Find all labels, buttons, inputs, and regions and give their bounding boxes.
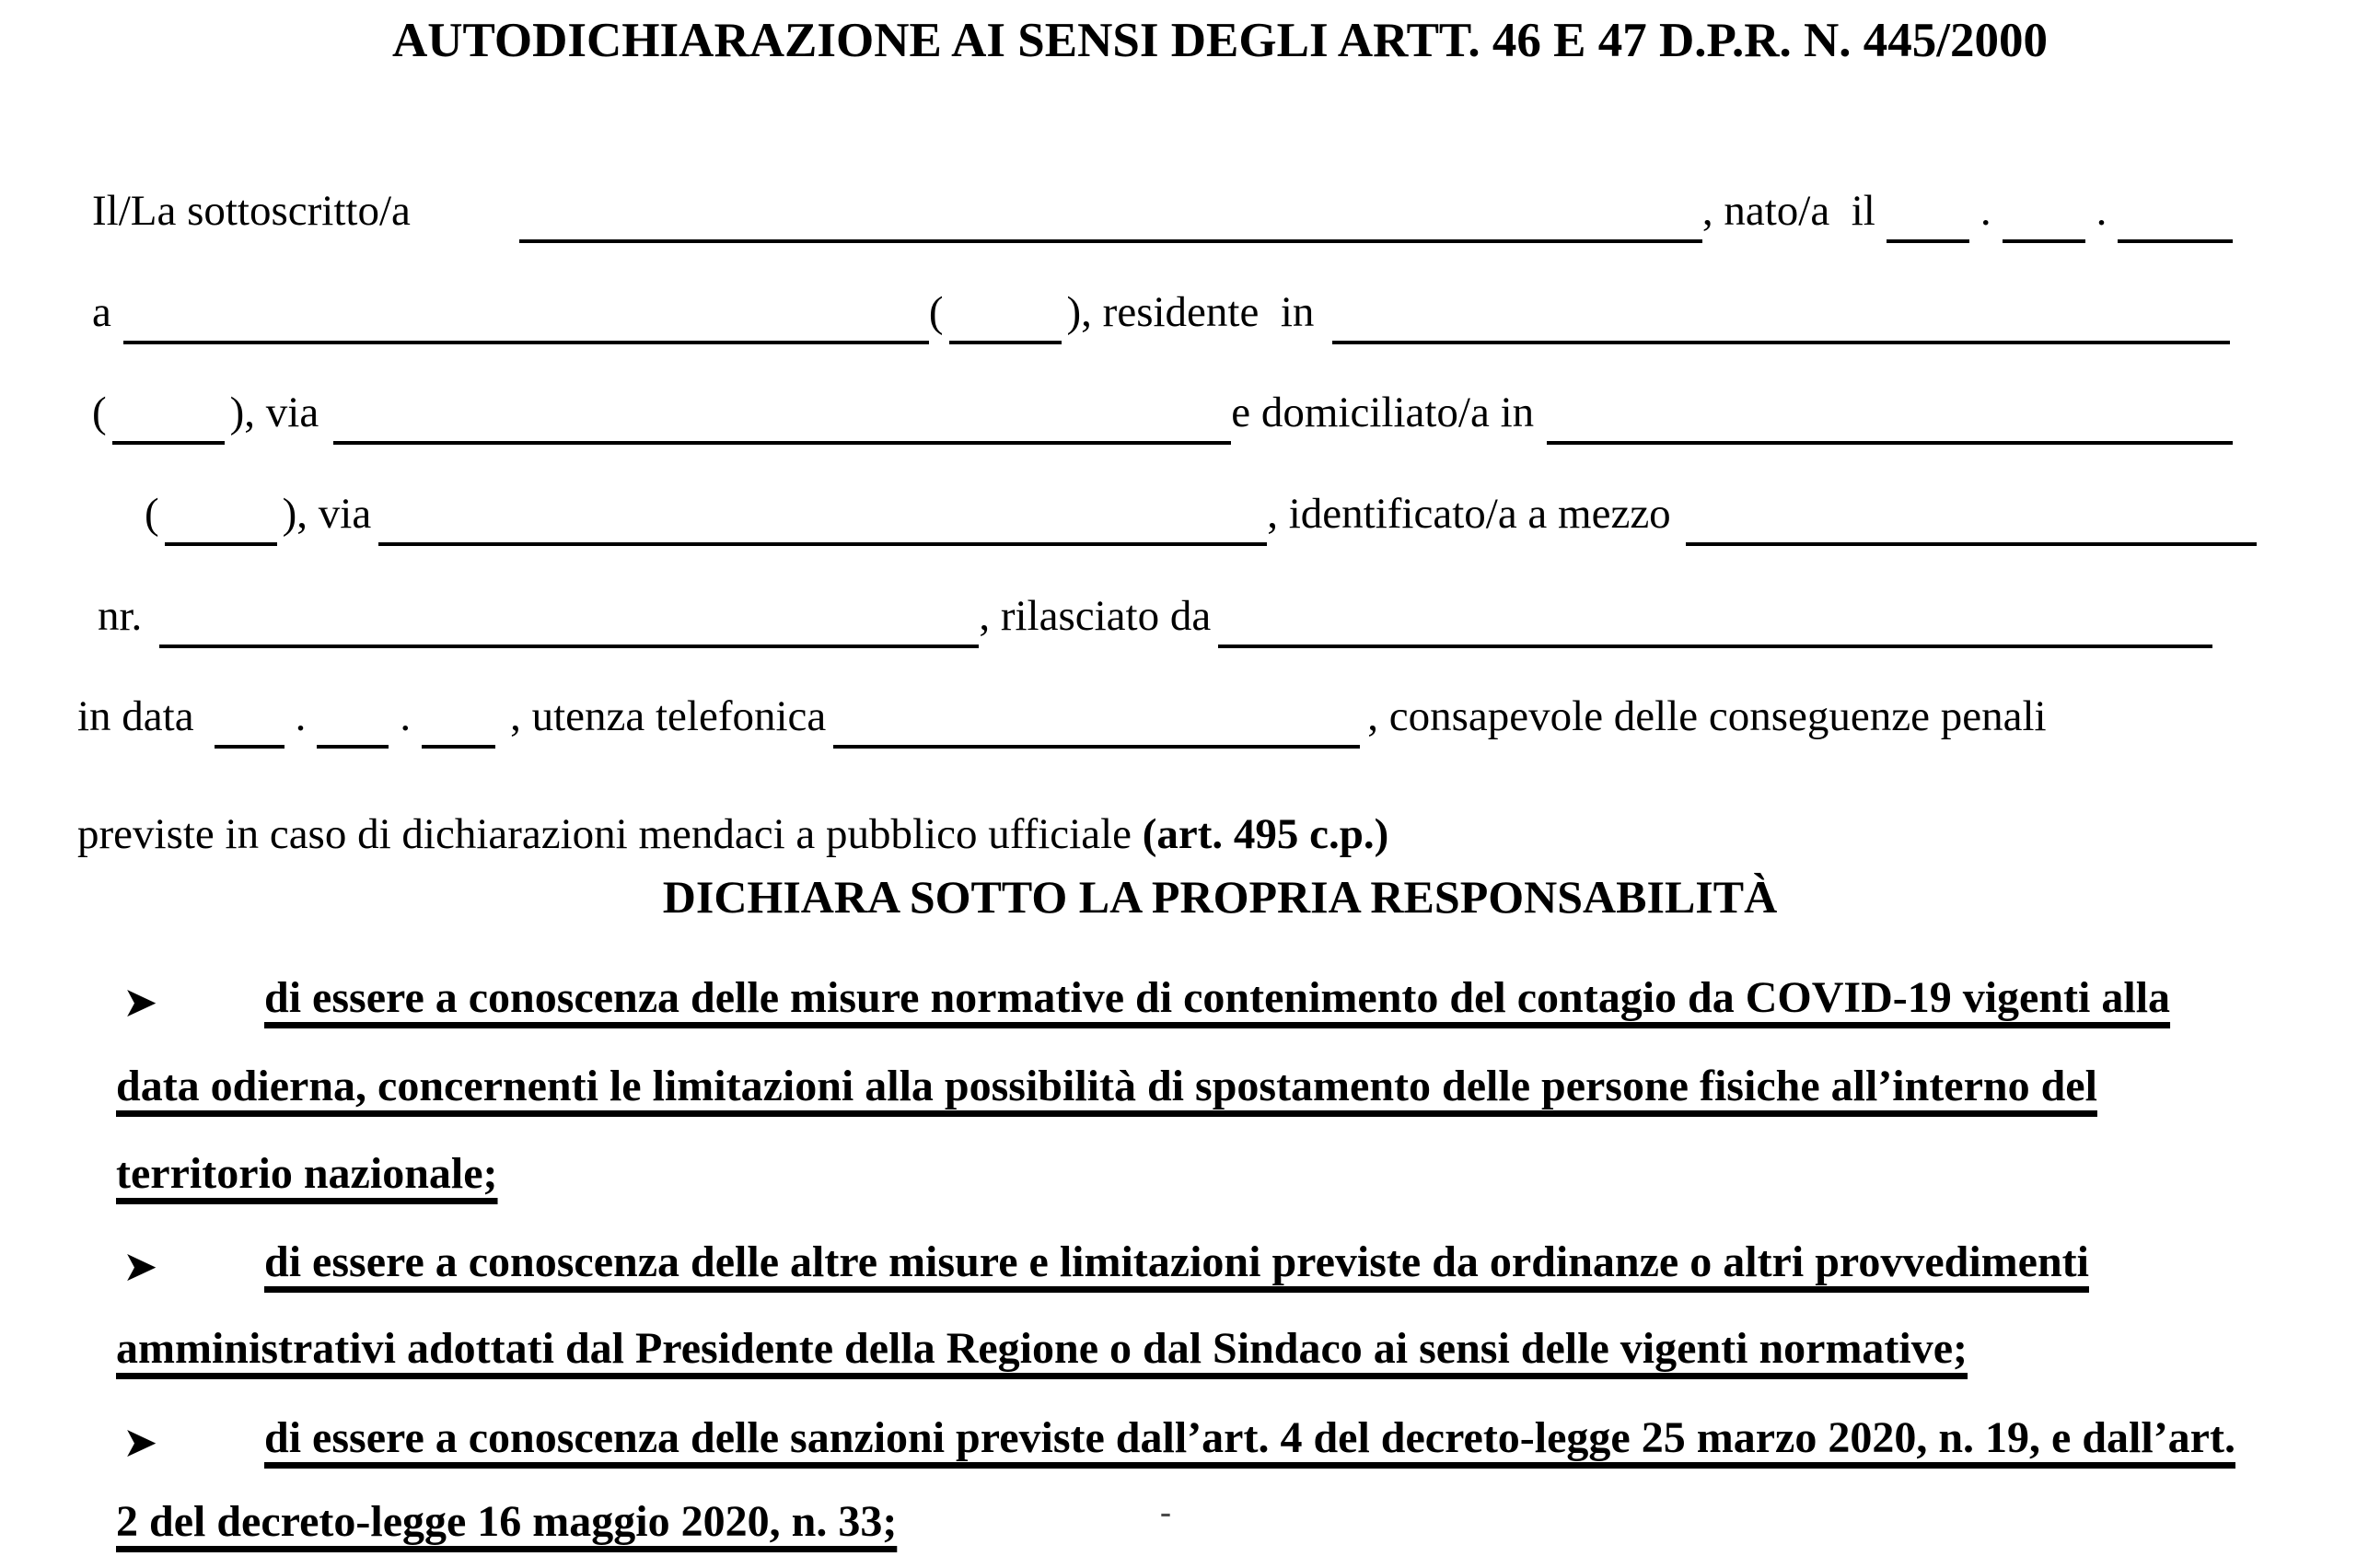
- form-line-residenza-via: [92, 389, 2233, 445]
- blank-via-domicilio: [378, 542, 1267, 546]
- bullet-3-line-2: 2 del decreto-legge 16 maggio 2020, n. 33;: [116, 1497, 898, 1546]
- form-line-conseguenze-penali: [77, 810, 1388, 858]
- label-consapevole: , consapevole delle conseguenze penali: [1367, 692, 2047, 740]
- form-line-documento: [98, 592, 2212, 648]
- paren-open: (: [928, 288, 944, 336]
- label-rilasciato-da: , rilasciato da: [979, 592, 1212, 640]
- form-line-data-telefono: [77, 692, 2047, 749]
- bullet-arrow-icon: ➤: [122, 1241, 158, 1291]
- dot-separator: .: [1980, 187, 1991, 235]
- bullet-1-line-3: territorio nazionale;: [116, 1149, 498, 1198]
- label-il-la-sottoscritto: Il/La sottoscritto/a: [92, 187, 411, 235]
- blank-ente-rilascio: [1218, 645, 2212, 648]
- blank-provincia-nascita: [949, 341, 1062, 344]
- label-nato-a-il: , nato/a il: [1701, 187, 1875, 235]
- blank-comune-nascita: [123, 341, 929, 344]
- blank-nome-cognome: [519, 239, 1702, 243]
- label-previste-in-caso: previste in caso di dichiarazioni mendaci a pubblico ufficiale: [77, 810, 1143, 858]
- blank-comune-residenza: [1332, 341, 2230, 344]
- paren-open: (: [92, 389, 107, 436]
- dot-separator: .: [400, 692, 412, 740]
- blank-anno-nascita: [2118, 239, 2233, 243]
- dot-separator: .: [295, 692, 307, 740]
- blank-giorno-nascita: [1887, 239, 1969, 243]
- bullet-3-line-1: di essere a conoscenza delle sanzioni previste dall’art. 4 del decreto-legge 25 marzo 2020, n. 19, e dall’art.: [264, 1413, 2235, 1462]
- label-domiciliato-in: e domiciliato/a in: [1231, 389, 1535, 436]
- bullet-2-line-1: di essere a conoscenza delle altre misure e limitazioni previste da ordinanze o altri provvedimenti: [264, 1237, 2089, 1286]
- blank-numero-telefono: [833, 745, 1360, 749]
- label-nr: nr.: [98, 592, 143, 640]
- bullet-1-line-1: di essere a conoscenza delle misure normative di contenimento del contagio da COVID-19 vigenti alla: [264, 973, 2171, 1022]
- label-utenza-telefonica: , utenza telefonica: [510, 692, 827, 740]
- form-line-luogo-nascita: [92, 288, 2230, 344]
- blank-giorno-rilascio: [215, 745, 284, 749]
- blank-tipo-documento: [1686, 542, 2257, 546]
- label-residente-in: ), residente in: [1066, 288, 1315, 336]
- form-line-sottoscritto: [92, 187, 2233, 243]
- blank-provincia-domicilio: [165, 542, 277, 546]
- form-line-domicilio-via: [145, 490, 2257, 546]
- label-via: ), via: [282, 490, 372, 538]
- label-a: a: [92, 288, 111, 336]
- blank-numero-documento: [159, 645, 979, 648]
- label-in-data: in data: [77, 692, 194, 740]
- blank-via-residenza: [333, 441, 1231, 445]
- paren-open: (: [145, 490, 159, 538]
- dot-separator: .: [2096, 187, 2107, 235]
- label-identificato-a-mezzo: , identificato/a a mezzo: [1267, 490, 1671, 538]
- stray-dash-mark: -: [1160, 1493, 1171, 1530]
- blank-mese-rilascio: [317, 745, 389, 749]
- blank-provincia-residenza: [112, 441, 225, 445]
- label-art-495-cp: (art. 495 c.p.): [1142, 810, 1389, 858]
- blank-anno-rilascio: [422, 745, 495, 749]
- bullet-2-line-2: amministrativi adottati dal Presidente della Regione o dal Sindaco ai sensi delle vigenti normative;: [116, 1324, 1968, 1373]
- blank-mese-nascita: [2003, 239, 2085, 243]
- document-title: AUTODICHIARAZIONE AI SENSI DEGLI ARTT. 46 E 47 D.P.R. N. 445/2000: [391, 14, 2049, 67]
- bullet-arrow-icon: ➤: [122, 1417, 158, 1467]
- section-heading-dichiara: DICHIARA SOTTO LA PROPRIA RESPONSABILITÀ: [662, 871, 1778, 923]
- label-via: ), via: [229, 389, 319, 436]
- blank-comune-domicilio: [1547, 441, 2233, 445]
- bullet-1-line-2: data odierna, concernenti le limitazioni alla possibilità di spostamento delle persone fisiche all’interno del: [116, 1062, 2097, 1110]
- bullet-arrow-icon: ➤: [122, 977, 158, 1027]
